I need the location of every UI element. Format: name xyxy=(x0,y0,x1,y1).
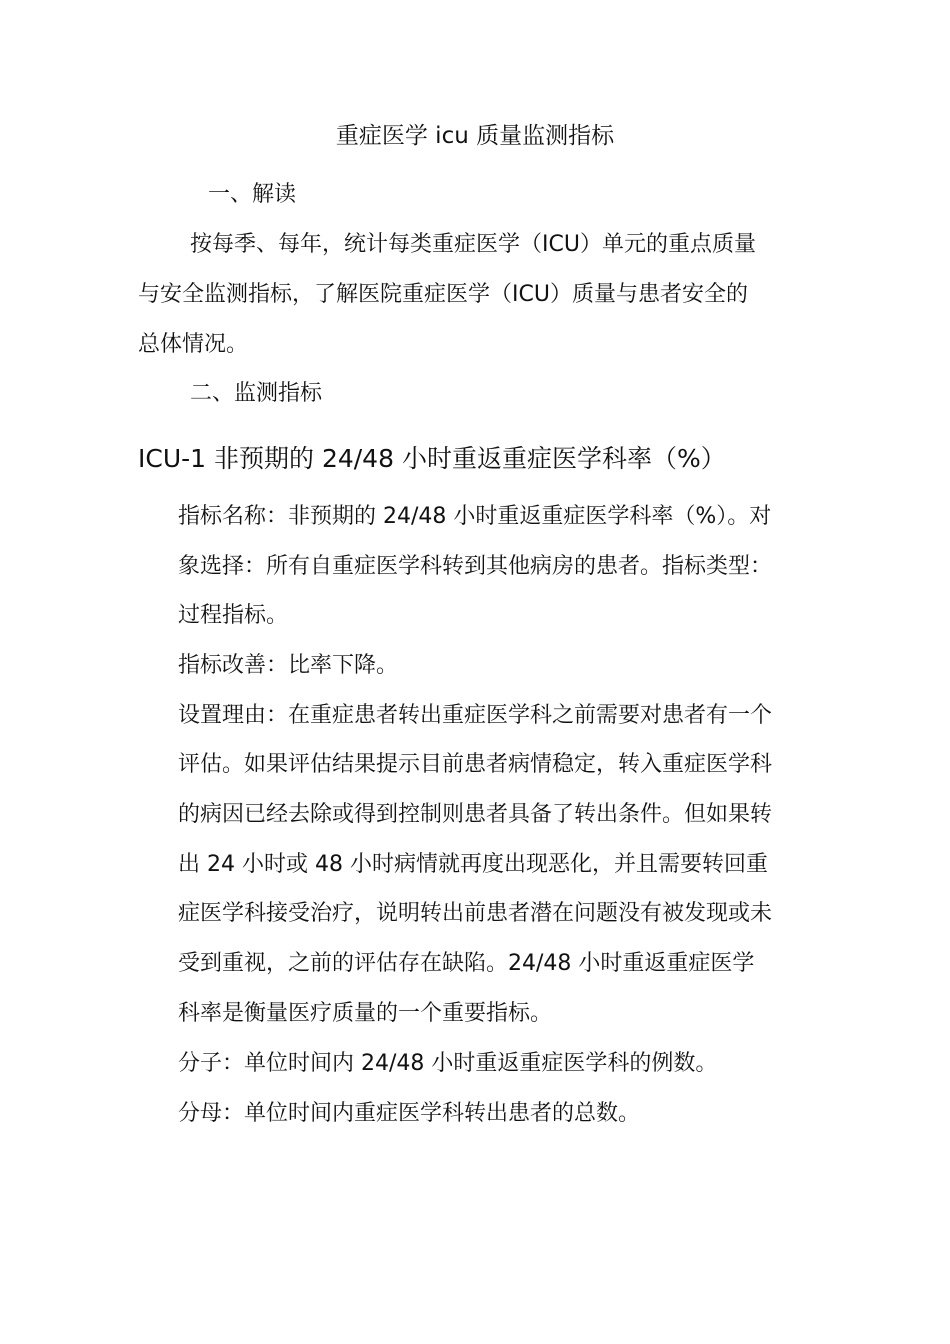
indicator-name-line: 过程指标。 xyxy=(178,603,289,628)
reason-line: 出 24 小时或 48 小时病情就再度出现恶化，并且需要转回重 xyxy=(178,852,768,877)
indicator-title: ICU-1 非预期的 24/48 小时重返重症医学科率（%） xyxy=(138,444,726,473)
indicator-improvement: 指标改善：比率下降。 xyxy=(178,653,399,678)
reason-line: 设置理由：在重症患者转出重症医学科之前需要对患者有一个 xyxy=(178,703,773,728)
denominator-definition: 分母：单位时间内重症医学科转出患者的总数。 xyxy=(178,1101,641,1126)
section-heading-interpretation: 一、解读 xyxy=(208,182,297,207)
reason-line: 的病因已经去除或得到控制则患者具备了转出条件。但如果转 xyxy=(178,802,773,827)
intro-line: 与安全监测指标，了解医院重症医学（ICU）质量与患者安全的 xyxy=(138,282,748,307)
document-title: 重症医学 icu 质量监测指标 xyxy=(335,123,615,149)
reason-line: 症医学科接受治疗，说明转出前患者潜在问题没有被发现或未 xyxy=(178,901,773,926)
section-heading-indicators: 二、监测指标 xyxy=(190,381,323,406)
intro-line: 总体情况。 xyxy=(138,332,249,357)
numerator-definition: 分子：单位时间内 24/48 小时重返重症医学科的例数。 xyxy=(178,1051,718,1076)
reason-line: 受到重视，之前的评估存在缺陷。24/48 小时重返重症医学 xyxy=(178,951,755,976)
reason-line: 科率是衡量医疗质量的一个重要指标。 xyxy=(178,1001,553,1026)
reason-line: 评估。如果评估结果提示目前患者病情稳定，转入重症医学科 xyxy=(178,752,773,777)
indicator-name-line: 象选择：所有自重症医学科转到其他病房的患者。指标类型： xyxy=(178,554,773,579)
indicator-name-line: 指标名称：非预期的 24/48 小时重返重症医学科率（%）。对 xyxy=(178,504,772,529)
intro-line: 按每季、每年，统计每类重症医学（ICU）单元的重点质量 xyxy=(190,232,756,257)
